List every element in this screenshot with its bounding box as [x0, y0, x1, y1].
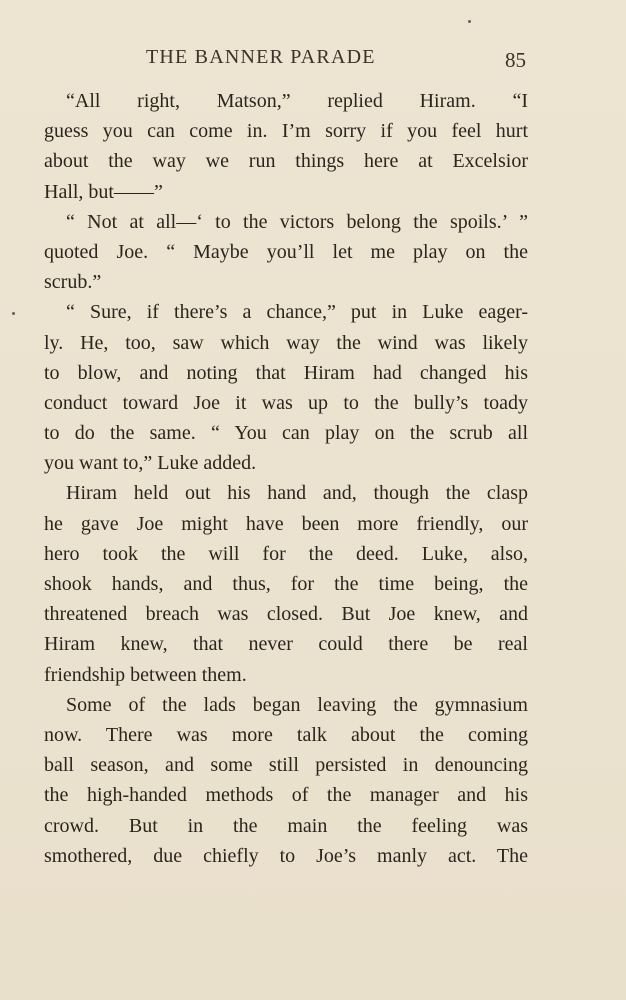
running-title: THE BANNER PARADE [146, 46, 376, 68]
text-line: he gave Joe might have been more friendly, our [44, 512, 528, 535]
text-line: about the way we run things here at Excelsior [44, 150, 528, 173]
text-line: Some of the lads began leaving the gymnasium [66, 693, 528, 716]
text-line: ball season, and some still persisted in denouncing [44, 754, 528, 777]
text-line: now. There was more talk about the coming [44, 723, 528, 746]
text-line: to blow, and noting that Hiram had changed his [44, 361, 528, 384]
text-line: guess you can come in. I’m sorry if you feel hurt [44, 120, 528, 143]
text-line: scrub.” [44, 271, 102, 294]
text-line: smothered, due chiefly to Joe’s manly act. The [44, 844, 528, 867]
print-speck [468, 20, 471, 23]
text-line: the high-handed methods of the manager and his [44, 784, 528, 807]
text-line: quoted Joe. “ Maybe you’ll let me play on the [44, 240, 528, 263]
text-line: Hiram held out his hand and, though the clasp [66, 482, 528, 505]
text-line: Hall, but——” [44, 180, 163, 203]
text-line: ly. He, too, saw which way the wind was likely [44, 331, 528, 354]
print-speck [12, 312, 15, 315]
text-line: friendship between them. [44, 663, 247, 686]
text-line: shook hands, and thus, for the time being, the [44, 573, 528, 595]
body-text [44, 86, 528, 871]
text-line: to do the same. “ You can play on the scrub all [44, 422, 528, 445]
page-number: 85 [505, 48, 526, 72]
text-line: “ Not at all—‘ to the victors belong the spoils.’ ” [66, 210, 528, 233]
text-line: you want to,” Luke added. [44, 452, 257, 475]
text-line: “ Sure, if there’s a chance,” put in Luke eager- [66, 301, 528, 324]
text-line: hero took the will for the deed. Luke, also, [44, 542, 528, 565]
text-line: “All right, Matson,” replied Hiram. “I [66, 90, 528, 112]
text-line: crowd. But in the main the feeling was [44, 814, 528, 837]
text-line: threatened breach was closed. But Joe knew, and [44, 603, 528, 626]
text-line: conduct toward Joe it was up to the bully’s toady [44, 391, 528, 414]
text-line: Hiram knew, that never could there be real [44, 633, 528, 656]
page-header [0, 46, 626, 76]
